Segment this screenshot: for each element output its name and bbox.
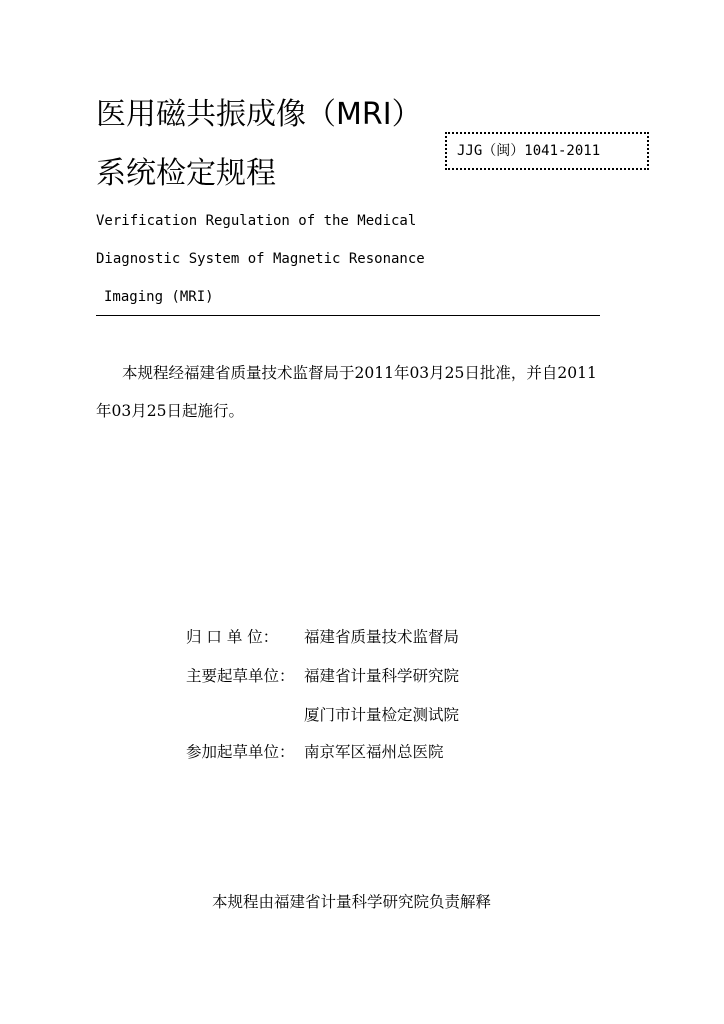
org-value: 南京军区福州总医院 [304, 743, 444, 761]
org-value: 厦门市计量检定测试院 [304, 706, 460, 724]
approval-text-line-2: 年03月25日起施行。 [96, 402, 244, 420]
org-row-responsible [186, 627, 459, 647]
english-title-line-1: Verification Regulation of the Medical [96, 213, 417, 229]
org-label: 参加起草单位： [186, 743, 295, 761]
org-value: 福建省计量科学研究院 [304, 667, 460, 685]
title-line-2: 系统检定规程 [96, 156, 276, 191]
regulation-code: JJG（闽）1041-2011 [457, 143, 601, 159]
english-title-line-2: Diagnostic System of Magnetic Resonance [96, 251, 425, 267]
org-value: 福建省质量技术监督局 [304, 628, 460, 646]
org-label: 归 口 单 位： [186, 628, 279, 646]
org-row-main-drafter-2 [186, 705, 459, 725]
title-divider [96, 315, 600, 316]
title-line-1: 医用磁共振成像（MRI） [96, 97, 422, 132]
org-row-participating-drafter [186, 742, 444, 762]
regulation-code-box [445, 132, 649, 170]
english-title-line-3: Imaging (MRI) [104, 289, 214, 305]
org-label: 主要起草单位： [186, 667, 295, 685]
org-row-main-drafter [186, 666, 459, 686]
approval-text-line-1: 本规程经福建省质量技术监督局于2011年03月25日批准，并自2011 [122, 364, 597, 382]
interpretation-note: 本规程由福建省计量科学研究院负责解释 [212, 893, 492, 911]
